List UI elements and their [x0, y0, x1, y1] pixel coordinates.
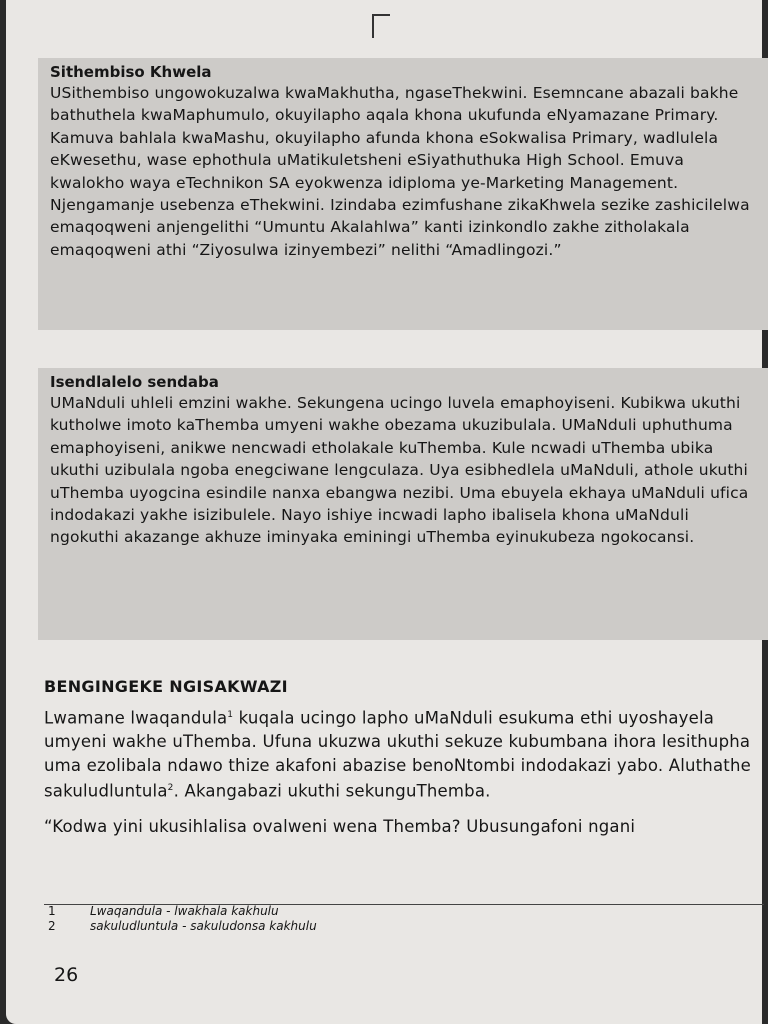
- synopsis-title: Isendlalelo sendaba: [50, 373, 219, 391]
- footnotes: [48, 904, 748, 934]
- footnote-number: 2: [48, 919, 56, 933]
- footnote-item: [48, 904, 748, 919]
- synopsis-text: UMaNduli uhleli emzini wakhe. Sekungena ucingo luvela emaphoyiseni. Kubikwa ukuthi kutholwe imoto kaThemba umyeni wakhe obezama ukuzibulala. UMaNduli uphuthuma emaphoyiseni, anikwe nencwadi etholakale kuThemba. Kule ncwadi uThemba ubika ukuthi uzibulala ngoba enegciwane lengculaza. Uya esibhedlela uMaNduli, athole ukuthi uThemba uyogcina esindile nanxa ebangwa nezibi. Uma ebuyela ekhaya uMaNduli ufica indodakazi yakhe isizibulele. Nayo ishiye incwadi lapho ibalisela khona uMaNduli ngokuthi akazange akhuze iminyaka eminingi uThemba eyinukubeza ngokocansi.: [50, 394, 749, 547]
- synopsis-box: [38, 368, 768, 640]
- footnote-ref-1: 1: [227, 710, 234, 720]
- footnote-item: [48, 919, 748, 934]
- book-page: [6, 0, 762, 1024]
- page-corner-mark: [372, 14, 390, 38]
- footnote-ref-2: 2: [167, 783, 174, 794]
- story-paragraph-2: “Kodwa yini ukusihlalisa ovalweni wena Themba? Ubusungafoni ngani: [44, 817, 636, 837]
- author-bio-box: [38, 58, 768, 330]
- story-title: BENGINGEKE NGISAKWAZI: [44, 677, 288, 696]
- story-paragraph-1: [44, 704, 766, 803]
- footnote-number: 1: [48, 904, 56, 918]
- story-text-part: kuqala ucingo lapho uMaNduli esukuma ethi uyoshayela umyeni wakhe uThemba. Ufuna ukuzwa ukuthi sekuze kubumbana ihora lesithupha uma ezolibala ndawo thize akafoni abazise benoNtombi indodakazi yabo. Aluthathe sakuludluntula: [44, 708, 751, 801]
- author-name: Sithembiso Khwela: [50, 63, 212, 81]
- author-bio-text: USithembiso ungowokuzalwa kwaMakhutha, ngaseThekwini. Esemncane abazali bakhe bathuthela kwaMaphumulo, okuyilapho aqala khona ukufunda eNyamazane Primary. Kamuva bahlala kwaMashu, okuyilapho afunda khona eSokwalisa Primary, wadlulela eKwesethu, wase ephothula uMatikuletsheni eSiyathuthuka High School. Emuva kwalokho waya eTechnikon SA eyokwenza idiploma ye-Marketing Management. Njengamanje usebenza eThekwini. Izindaba ezimfushane zikaKhwela sezike zashicilelwa emaqoqweni anjengelithi “Umuntu Akalahlwa” kanti izinkondlo zakhe zitholakala emaqoqweni athi “Ziyosulwa izinyembezi” nelithi “Amadlingozi.”: [50, 84, 750, 259]
- story-text-part: . Akangabazi ukuthi sekunguThemba.: [173, 781, 491, 801]
- story-text-part: Lwamane lwaqandula: [44, 708, 228, 728]
- footnote-text: Lwaqandula - lwakhala kakhulu: [90, 904, 279, 918]
- footnote-text: sakuludluntula - sakuludonsa kakhulu: [90, 919, 317, 933]
- page-number: 26: [54, 964, 79, 986]
- story-section: [44, 676, 766, 851]
